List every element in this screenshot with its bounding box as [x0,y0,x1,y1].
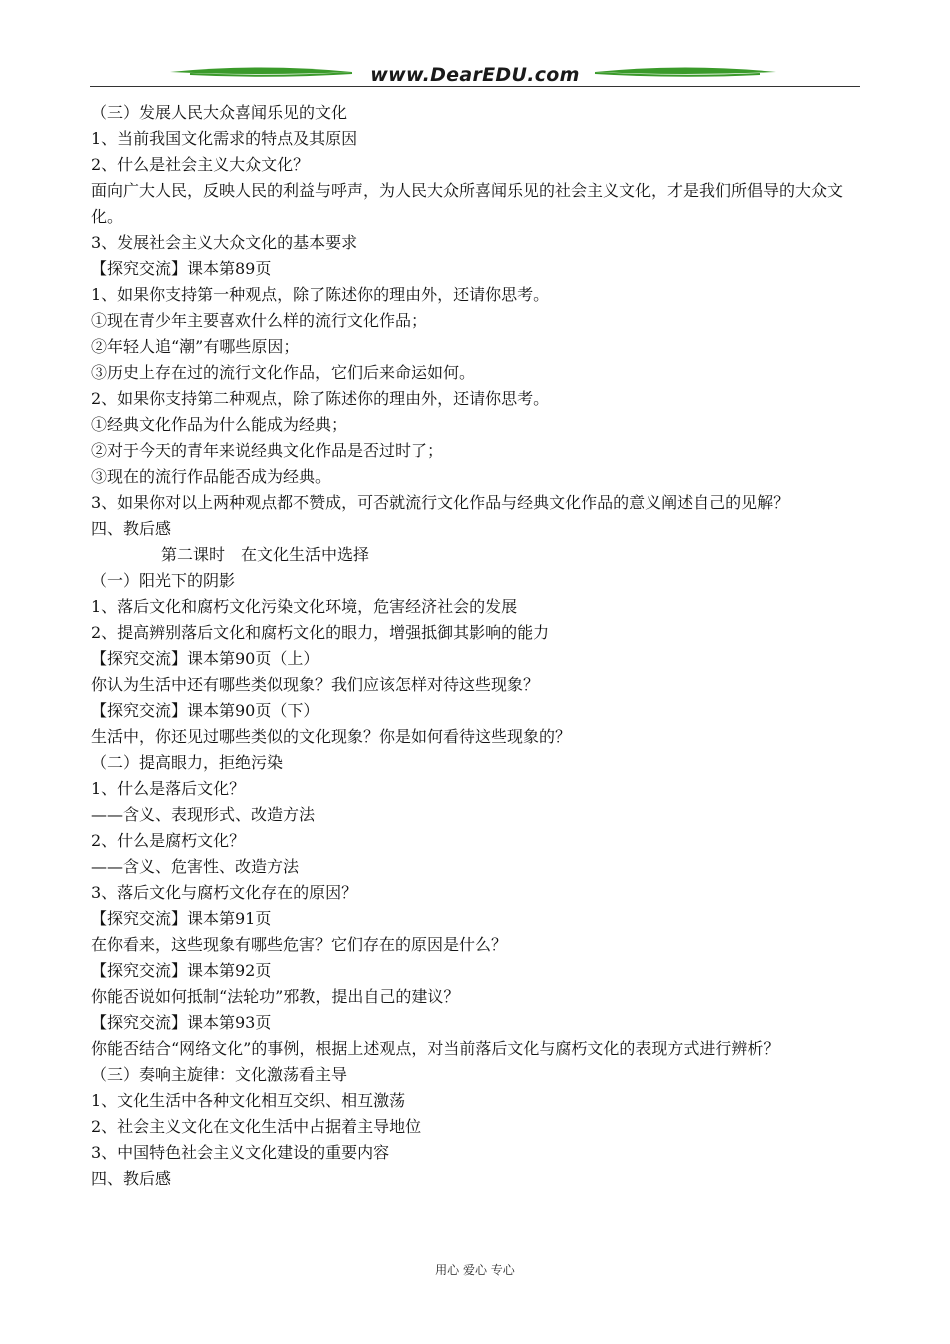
exercise-heading: 【探究交流】课本第93页 [91,1013,272,1032]
section-heading: （三）发展人民大众喜闻乐见的文化 [91,103,348,122]
exercise-heading: 【探究交流】课本第89页 [91,259,272,278]
list-item: 1、什么是落后文化？ [91,779,246,798]
sub-item: ②对于今天的青年来说经典文化作品是否过时了； [91,441,444,460]
list-item: 2、社会主义文化在文化生活中占据着主导地位 [91,1117,422,1136]
exercise-heading: 【探究交流】课本第90页（下） [91,701,320,720]
list-item: 2、什么是社会主义大众文化？ [91,155,310,174]
list-item: 3、落后文化与腐朽文化存在的原因？ [91,883,358,902]
lesson-title: 第二课时 在文化生活中选择 [161,545,370,564]
list-item: 2、提高辨别落后文化和腐朽文化的眼力，增强抵御其影响的能力 [91,623,550,642]
sub-item: ①经典文化作品为什么能成为经典； [91,415,348,434]
list-item: 1、落后文化和腐朽文化污染文化环境，危害经济社会的发展 [91,597,518,616]
sub-item: ——含义、表现形式、改造方法 [91,805,316,824]
list-item: 3、如果你对以上两种观点都不赞成，可否就流行文化作品与经典文化作品的意义阐述自己的见解？ [91,493,790,512]
section-heading: （三）奏响主旋律：文化激荡看主导 [91,1065,348,1084]
exercise-heading: 【探究交流】课本第91页 [91,909,272,928]
section-heading: 四、教后感 [91,1169,172,1188]
paragraph: 面向广大人民，反映人民的利益与呼声，为人民大众所喜闻乐见的社会主义文化，才是我们所倡导的大众文化。 [91,181,844,226]
list-item: 1、如果你支持第一种观点，除了陈述你的理由外，还请你思考。 [91,285,550,304]
document-body [91,100,863,1192]
site-logo-text: www.DearEDU.com [370,64,580,86]
sub-item: ②年轻人追“潮”有哪些原因； [91,337,300,356]
list-item: 1、当前我国文化需求的特点及其原因 [91,129,358,148]
paragraph: 你认为生活中还有哪些类似现象？我们应该怎样对待这些现象？ [91,675,540,694]
section-heading: （二）提高眼力，拒绝污染 [91,753,284,772]
section-heading: （一）阳光下的阴影 [91,571,236,590]
section-heading: 四、教后感 [91,519,172,538]
paragraph: 你能否结合“网络文化”的事例，根据上述观点，对当前落后文化与腐朽文化的表现方式进行辨析？ [91,1039,780,1058]
list-item: 3、中国特色社会主义文化建设的重要内容 [91,1143,390,1162]
sub-item: ③历史上存在过的流行文化作品，它们后来命运如何。 [91,363,476,382]
page-footer: 用心 爱心 专心 [435,1263,515,1277]
paragraph: 在你看来，这些现象有哪些危害？它们存在的原因是什么？ [91,935,508,954]
list-item: 2、什么是腐朽文化？ [91,831,246,850]
exercise-heading: 【探究交流】课本第90页（上） [91,649,320,668]
paragraph: 你能否说如何抵制“法轮功”邪教，提出自己的建议？ [91,987,460,1006]
list-item: 1、文化生活中各种文化相互交织、相互激荡 [91,1091,406,1110]
list-item: 3、发展社会主义大众文化的基本要求 [91,233,358,252]
page-header [90,58,860,92]
list-item: 2、如果你支持第二种观点，除了陈述你的理由外，还请你思考。 [91,389,550,408]
header-divider [90,86,860,87]
sub-item: ③现在的流行作品能否成为经典。 [91,467,332,486]
sub-item: ——含义、危害性、改造方法 [91,857,300,876]
exercise-heading: 【探究交流】课本第92页 [91,961,272,980]
sub-item: ①现在青少年主要喜欢什么样的流行文化作品； [91,311,428,330]
paragraph: 生活中，你还见过哪些类似的文化现象？你是如何看待这些现象的？ [91,727,572,746]
